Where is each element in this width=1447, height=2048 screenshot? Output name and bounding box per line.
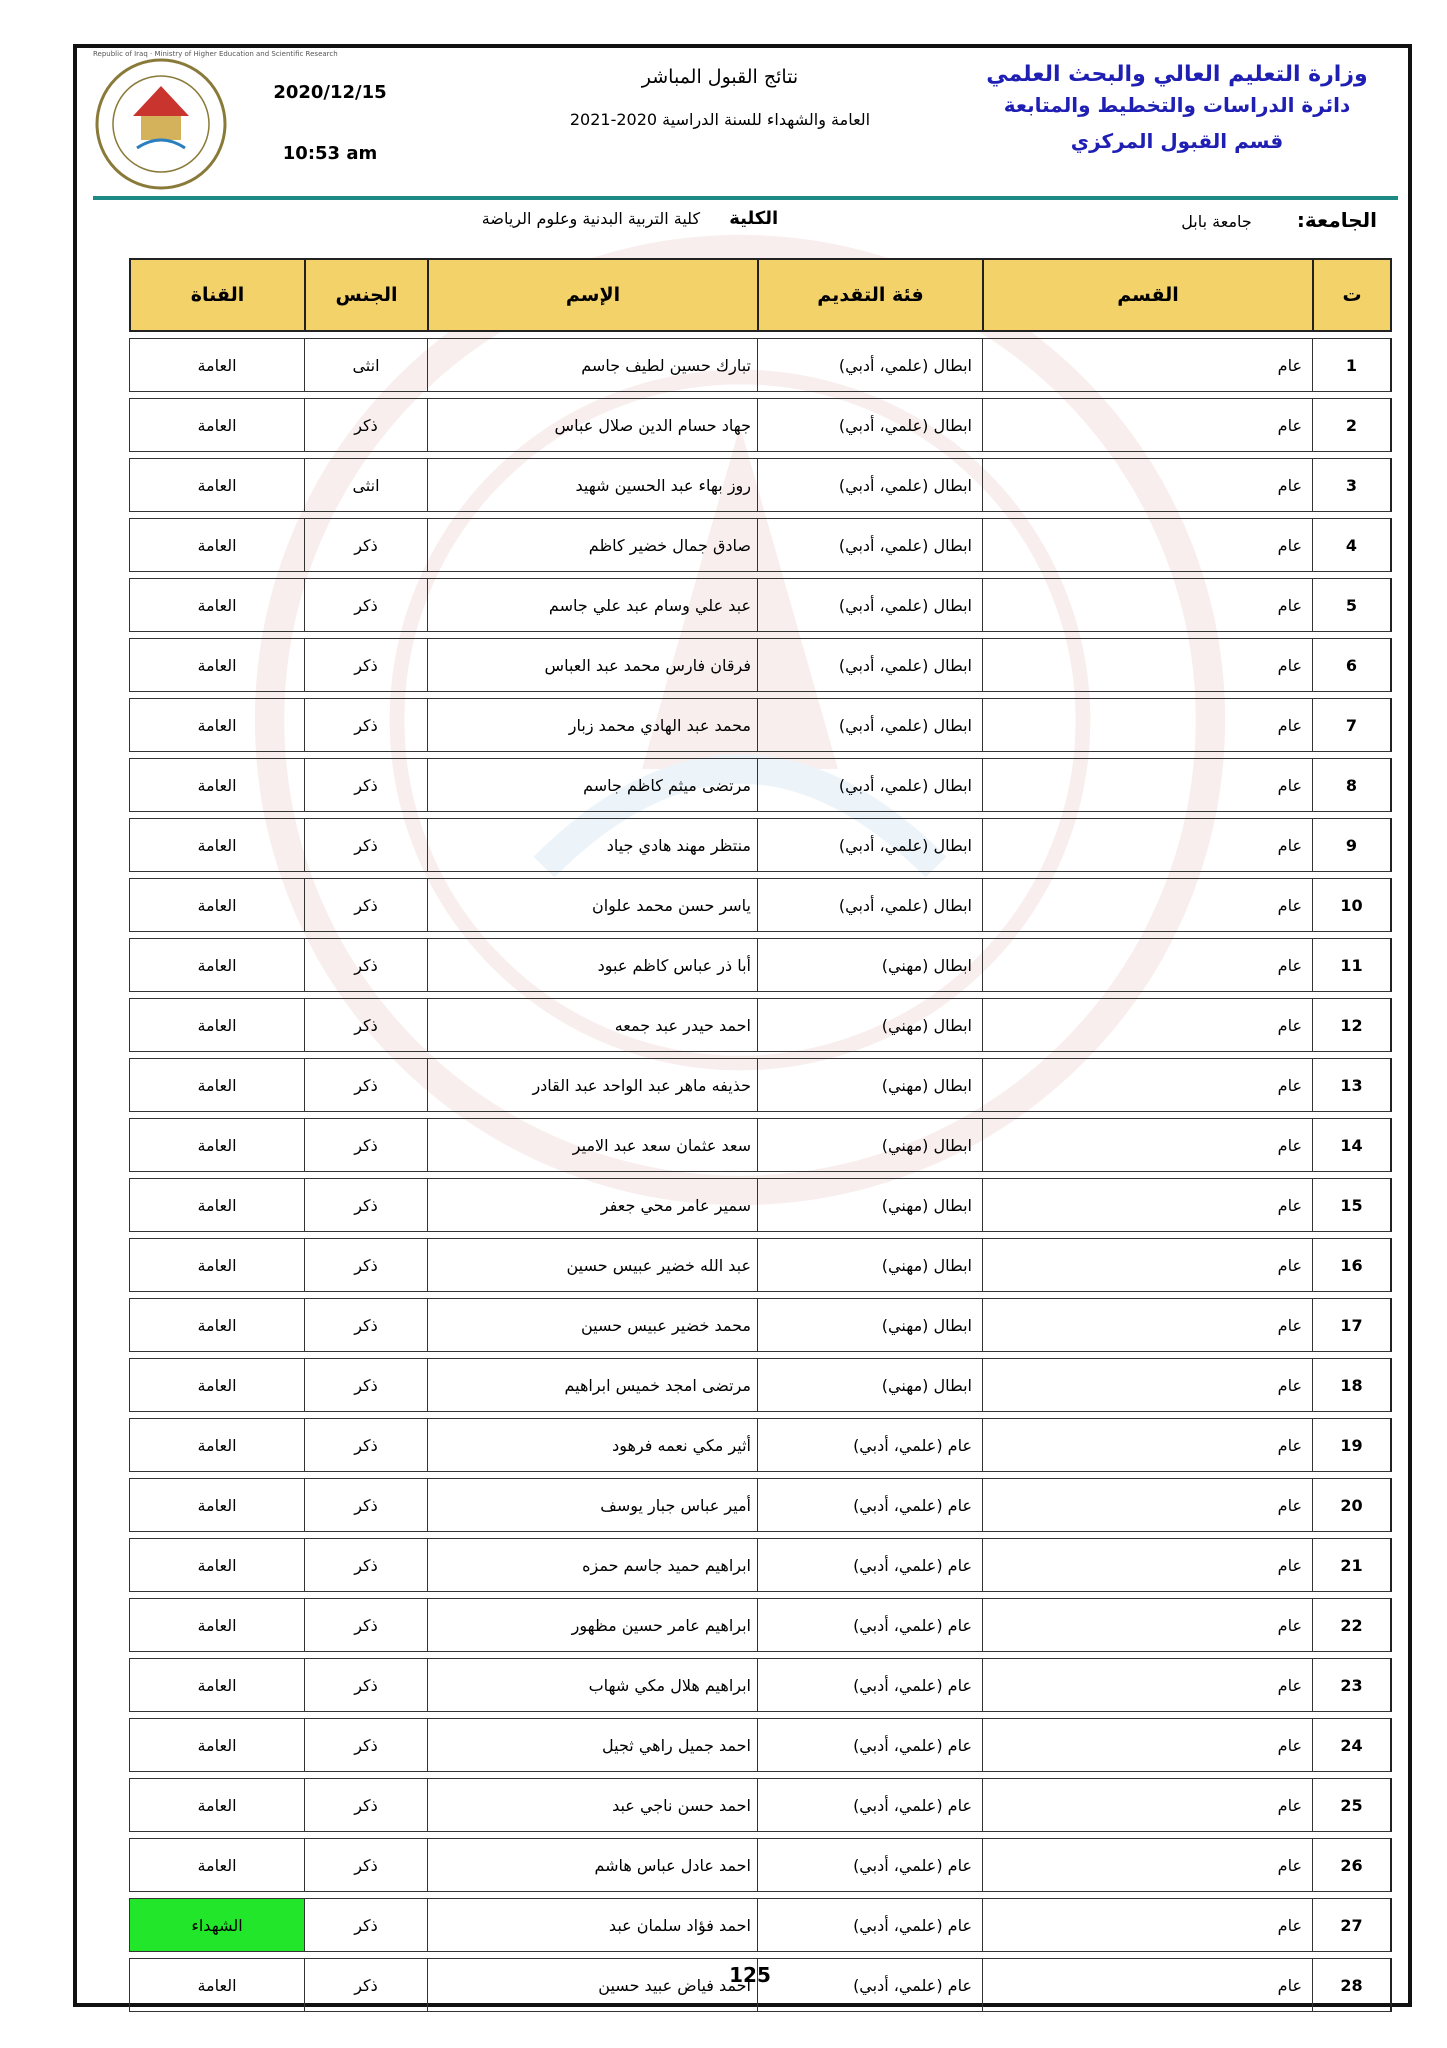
col-header-name: الإسم xyxy=(427,258,757,332)
row-department: عام xyxy=(982,758,1312,812)
row-gender: ذكر xyxy=(304,578,427,632)
row-student-name: احمد فياض عبيد حسين xyxy=(427,1958,757,2012)
row-category: عام (علمي، أدبي) xyxy=(757,1598,982,1652)
row-index: 10 xyxy=(1312,878,1392,932)
row-department: عام xyxy=(982,1418,1312,1472)
row-channel: العامة xyxy=(129,1478,304,1532)
col-header-index: ت xyxy=(1312,258,1392,332)
row-gender: ذكر xyxy=(304,1418,427,1472)
row-student-name: احمد فؤاد سلمان عبد xyxy=(427,1898,757,1952)
row-channel: العامة xyxy=(129,1238,304,1292)
row-department: عام xyxy=(982,818,1312,872)
row-channel: العامة xyxy=(129,758,304,812)
row-index: 18 xyxy=(1312,1358,1392,1412)
department-name: دائرة الدراسات والتخطيط والمتابعة xyxy=(1003,93,1351,117)
row-category: ابطال (مهني) xyxy=(757,1058,982,1112)
results-table xyxy=(129,252,1392,2018)
row-department: عام xyxy=(982,1118,1312,1172)
table-row xyxy=(129,1538,1392,1592)
row-student-name: روز بهاء عبد الحسين شهيد xyxy=(427,458,757,512)
row-index: 19 xyxy=(1312,1418,1392,1472)
row-gender: ذكر xyxy=(304,1718,427,1772)
row-gender: ذكر xyxy=(304,518,427,572)
row-index: 17 xyxy=(1312,1298,1392,1352)
table-row xyxy=(129,338,1392,392)
row-category: ابطال (مهني) xyxy=(757,1358,982,1412)
row-channel: العامة xyxy=(129,698,304,752)
table-row xyxy=(129,1658,1392,1712)
row-index: 22 xyxy=(1312,1598,1392,1652)
row-student-name: أبا ذر عباس كاظم عبود xyxy=(427,938,757,992)
row-gender: ذكر xyxy=(304,1598,427,1652)
table-row xyxy=(129,1838,1392,1892)
row-student-name: احمد حسن ناجي عبد xyxy=(427,1778,757,1832)
row-category: ابطال (مهني) xyxy=(757,938,982,992)
table-body xyxy=(129,338,1392,2012)
row-department: عام xyxy=(982,998,1312,1052)
row-channel: العامة xyxy=(129,1298,304,1352)
row-department: عام xyxy=(982,1838,1312,1892)
row-student-name: عبد الله خضير عبيس حسين xyxy=(427,1238,757,1292)
table-row xyxy=(129,578,1392,632)
row-gender: ذكر xyxy=(304,638,427,692)
row-category: ابطال (علمي، أدبي) xyxy=(757,398,982,452)
row-student-name: احمد حيدر عبد جمعه xyxy=(427,998,757,1052)
row-department: عام xyxy=(982,1598,1312,1652)
row-channel: العامة xyxy=(129,458,304,512)
page-number: 125 xyxy=(729,1963,771,1987)
row-student-name: ابراهيم هلال مكي شهاب xyxy=(427,1658,757,1712)
row-gender: ذكر xyxy=(304,398,427,452)
table-row xyxy=(129,638,1392,692)
row-channel: العامة xyxy=(129,1778,304,1832)
row-gender: ذكر xyxy=(304,1538,427,1592)
row-channel: العامة xyxy=(129,1658,304,1712)
row-channel: العامة xyxy=(129,998,304,1052)
university-label: الجامعة: xyxy=(1296,208,1377,232)
col-header-category: فئة التقديم xyxy=(757,258,982,332)
row-student-name: احمد جميل راهي ثجيل xyxy=(427,1718,757,1772)
row-student-name: ابراهيم حميد جاسم حمزه xyxy=(427,1538,757,1592)
row-department: عام xyxy=(982,1778,1312,1832)
row-gender: ذكر xyxy=(304,1658,427,1712)
row-category: عام (علمي، أدبي) xyxy=(757,1538,982,1592)
row-channel: العامة xyxy=(129,398,304,452)
university-field xyxy=(1181,208,1377,232)
row-index: 8 xyxy=(1312,758,1392,812)
college-field xyxy=(430,208,830,229)
row-student-name: محمد خضير عبيس حسين xyxy=(427,1298,757,1352)
row-category: ابطال (مهني) xyxy=(757,1178,982,1232)
row-index: 6 xyxy=(1312,638,1392,692)
row-category: عام (علمي، أدبي) xyxy=(757,1778,982,1832)
row-student-name: سمير عامر محي جعفر xyxy=(427,1178,757,1232)
row-category: ابطال (علمي، أدبي) xyxy=(757,818,982,872)
print-datetime xyxy=(255,82,405,164)
row-index: 24 xyxy=(1312,1718,1392,1772)
row-student-name: مرتضى ميثم كاظم جاسم xyxy=(427,758,757,812)
row-channel: العامة xyxy=(129,578,304,632)
row-student-name: فرقان فارس محمد عبد العباس xyxy=(427,638,757,692)
row-department: عام xyxy=(982,938,1312,992)
row-index: 5 xyxy=(1312,578,1392,632)
row-department: عام xyxy=(982,578,1312,632)
table-header-row xyxy=(129,258,1392,332)
row-department: عام xyxy=(982,878,1312,932)
row-category: عام (علمي، أدبي) xyxy=(757,1418,982,1472)
row-student-name: حذيفه ماهر عبد الواحد عبد القادر xyxy=(427,1058,757,1112)
row-category: ابطال (علمي، أدبي) xyxy=(757,878,982,932)
table-row xyxy=(129,1898,1392,1952)
table-row xyxy=(129,1058,1392,1112)
ministry-name: وزارة التعليم العالي والبحث العلمي xyxy=(986,62,1368,87)
row-department: عام xyxy=(982,458,1312,512)
row-channel: العامة xyxy=(129,1958,304,2012)
table-row xyxy=(129,818,1392,872)
row-category: عام (علمي، أدبي) xyxy=(757,1838,982,1892)
row-index: 14 xyxy=(1312,1118,1392,1172)
row-student-name: أمير عباس جبار يوسف xyxy=(427,1478,757,1532)
table-row xyxy=(129,998,1392,1052)
table-row xyxy=(129,518,1392,572)
row-index: 28 xyxy=(1312,1958,1392,2012)
row-category: عام (علمي، أدبي) xyxy=(757,1478,982,1532)
row-student-name: منتظر مهند هادي جياد xyxy=(427,818,757,872)
row-channel: العامة xyxy=(129,338,304,392)
table-row xyxy=(129,398,1392,452)
row-index: 4 xyxy=(1312,518,1392,572)
row-student-name: سعد عثمان سعد عبد الامير xyxy=(427,1118,757,1172)
row-index: 1 xyxy=(1312,338,1392,392)
row-gender: ذكر xyxy=(304,818,427,872)
row-index: 23 xyxy=(1312,1658,1392,1712)
table-row xyxy=(129,1118,1392,1172)
row-gender: ذكر xyxy=(304,938,427,992)
row-gender: ذكر xyxy=(304,1358,427,1412)
row-student-name: تبارك حسين لطيف جاسم xyxy=(427,338,757,392)
row-department: عام xyxy=(982,518,1312,572)
row-gender: ذكر xyxy=(304,1298,427,1352)
row-category: عام (علمي، أدبي) xyxy=(757,1958,982,2012)
row-student-name: أثير مكي نعمه فرهود xyxy=(427,1418,757,1472)
row-category: ابطال (مهني) xyxy=(757,1118,982,1172)
row-channel: العامة xyxy=(129,1418,304,1472)
row-channel: العامة xyxy=(129,518,304,572)
table-row xyxy=(129,698,1392,752)
row-student-name: جهاد حسام الدين صلال عباس xyxy=(427,398,757,452)
table-row xyxy=(129,1238,1392,1292)
row-channel: العامة xyxy=(129,818,304,872)
document-title-block xyxy=(490,66,950,129)
row-gender: انثى xyxy=(304,458,427,512)
print-time: 10:53 am xyxy=(282,143,378,164)
row-gender: ذكر xyxy=(304,998,427,1052)
table-row xyxy=(129,458,1392,512)
row-department: عام xyxy=(982,1658,1312,1712)
row-gender: ذكر xyxy=(304,1898,427,1952)
row-category: ابطال (علمي، أدبي) xyxy=(757,638,982,692)
row-student-name: محمد عبد الهادي محمد زبار xyxy=(427,698,757,752)
row-department: عام xyxy=(982,398,1312,452)
row-department: عام xyxy=(982,1358,1312,1412)
row-category: عام (علمي، أدبي) xyxy=(757,1718,982,1772)
header-divider xyxy=(93,196,1398,200)
row-index: 3 xyxy=(1312,458,1392,512)
row-category: ابطال (مهني) xyxy=(757,1238,982,1292)
row-department: عام xyxy=(982,1298,1312,1352)
row-gender: ذكر xyxy=(304,1778,427,1832)
row-index: 7 xyxy=(1312,698,1392,752)
row-student-name: ياسر حسن محمد علوان xyxy=(427,878,757,932)
row-gender: ذكر xyxy=(304,1958,427,2012)
row-index: 26 xyxy=(1312,1838,1392,1892)
row-gender: انثى xyxy=(304,338,427,392)
row-category: ابطال (علمي، أدبي) xyxy=(757,458,982,512)
row-student-name: مرتضى امجد خميس ابراهيم xyxy=(427,1358,757,1412)
row-student-name: عبد علي وسام عبد علي جاسم xyxy=(427,578,757,632)
row-department: عام xyxy=(982,1478,1312,1532)
row-index: 16 xyxy=(1312,1238,1392,1292)
row-channel: العامة xyxy=(129,1118,304,1172)
row-category: عام (علمي، أدبي) xyxy=(757,1898,982,1952)
row-category: عام (علمي، أدبي) xyxy=(757,1658,982,1712)
row-index: 11 xyxy=(1312,938,1392,992)
row-index: 13 xyxy=(1312,1058,1392,1112)
table-row xyxy=(129,878,1392,932)
row-channel: العامة xyxy=(129,1718,304,1772)
college-value: كلية التربية البدنية وعلوم الرياضة xyxy=(481,209,701,228)
row-channel: العامة xyxy=(129,1538,304,1592)
row-department: عام xyxy=(982,1238,1312,1292)
row-student-name: صادق جمال خضير كاظم xyxy=(427,518,757,572)
row-channel: العامة xyxy=(129,638,304,692)
table-row xyxy=(129,1358,1392,1412)
row-department: عام xyxy=(982,1898,1312,1952)
row-gender: ذكر xyxy=(304,758,427,812)
table-row xyxy=(129,1718,1392,1772)
logo-caption: Republic of Iraq · Ministry of Higher Education and Scientific Research xyxy=(93,50,338,58)
document-subtitle: العامة والشهداء للسنة الدراسية 2020-2021 xyxy=(569,110,871,129)
table-row xyxy=(129,1478,1392,1532)
print-date: 2020/12/15 xyxy=(273,82,387,103)
row-gender: ذكر xyxy=(304,1178,427,1232)
row-gender: ذكر xyxy=(304,1118,427,1172)
row-department: عام xyxy=(982,1538,1312,1592)
row-channel: العامة xyxy=(129,878,304,932)
row-index: 27 xyxy=(1312,1898,1392,1952)
ministry-header xyxy=(957,62,1397,153)
row-index: 12 xyxy=(1312,998,1392,1052)
row-channel: العامة xyxy=(129,1058,304,1112)
row-department: عام xyxy=(982,1178,1312,1232)
row-index: 2 xyxy=(1312,398,1392,452)
row-category: ابطال (علمي، أدبي) xyxy=(757,698,982,752)
row-index: 21 xyxy=(1312,1538,1392,1592)
table-row xyxy=(129,1298,1392,1352)
row-index: 9 xyxy=(1312,818,1392,872)
row-category: ابطال (مهني) xyxy=(757,1298,982,1352)
university-value: جامعة بابل xyxy=(1181,212,1252,231)
row-index: 15 xyxy=(1312,1178,1392,1232)
row-department: عام xyxy=(982,1058,1312,1112)
table-row xyxy=(129,938,1392,992)
row-gender: ذكر xyxy=(304,1838,427,1892)
row-category: ابطال (علمي، أدبي) xyxy=(757,758,982,812)
col-header-department: القسم xyxy=(982,258,1312,332)
row-index: 25 xyxy=(1312,1778,1392,1832)
col-header-gender: الجنس xyxy=(304,258,427,332)
row-channel: العامة xyxy=(129,1838,304,1892)
col-header-channel: القناة xyxy=(129,258,304,332)
row-student-name: ابراهيم عامر حسين مظهور xyxy=(427,1598,757,1652)
document-title: نتائج القبول المباشر xyxy=(641,66,799,88)
row-department: عام xyxy=(982,1718,1312,1772)
table-row xyxy=(129,1178,1392,1232)
row-category: ابطال (علمي، أدبي) xyxy=(757,338,982,392)
row-department: عام xyxy=(982,338,1312,392)
row-gender: ذكر xyxy=(304,878,427,932)
row-channel: العامة xyxy=(129,1598,304,1652)
row-channel: الشهداء xyxy=(129,1898,304,1952)
table-row xyxy=(129,1598,1392,1652)
row-gender: ذكر xyxy=(304,698,427,752)
section-name: قسم القبول المركزي xyxy=(1070,129,1284,153)
row-channel: العامة xyxy=(129,938,304,992)
row-category: ابطال (مهني) xyxy=(757,998,982,1052)
row-channel: العامة xyxy=(129,1178,304,1232)
row-department: عام xyxy=(982,638,1312,692)
row-category: ابطال (علمي، أدبي) xyxy=(757,518,982,572)
row-category: ابطال (علمي، أدبي) xyxy=(757,578,982,632)
row-department: عام xyxy=(982,1958,1312,2012)
college-label: الكلية xyxy=(729,208,779,229)
row-channel: العامة xyxy=(129,1358,304,1412)
row-department: عام xyxy=(982,698,1312,752)
row-index: 20 xyxy=(1312,1478,1392,1532)
row-gender: ذكر xyxy=(304,1238,427,1292)
table-row xyxy=(129,758,1392,812)
row-gender: ذكر xyxy=(304,1058,427,1112)
row-gender: ذكر xyxy=(304,1478,427,1532)
table-row xyxy=(129,1418,1392,1472)
table-row xyxy=(129,1778,1392,1832)
row-student-name: احمد عادل عباس هاشم xyxy=(427,1838,757,1892)
